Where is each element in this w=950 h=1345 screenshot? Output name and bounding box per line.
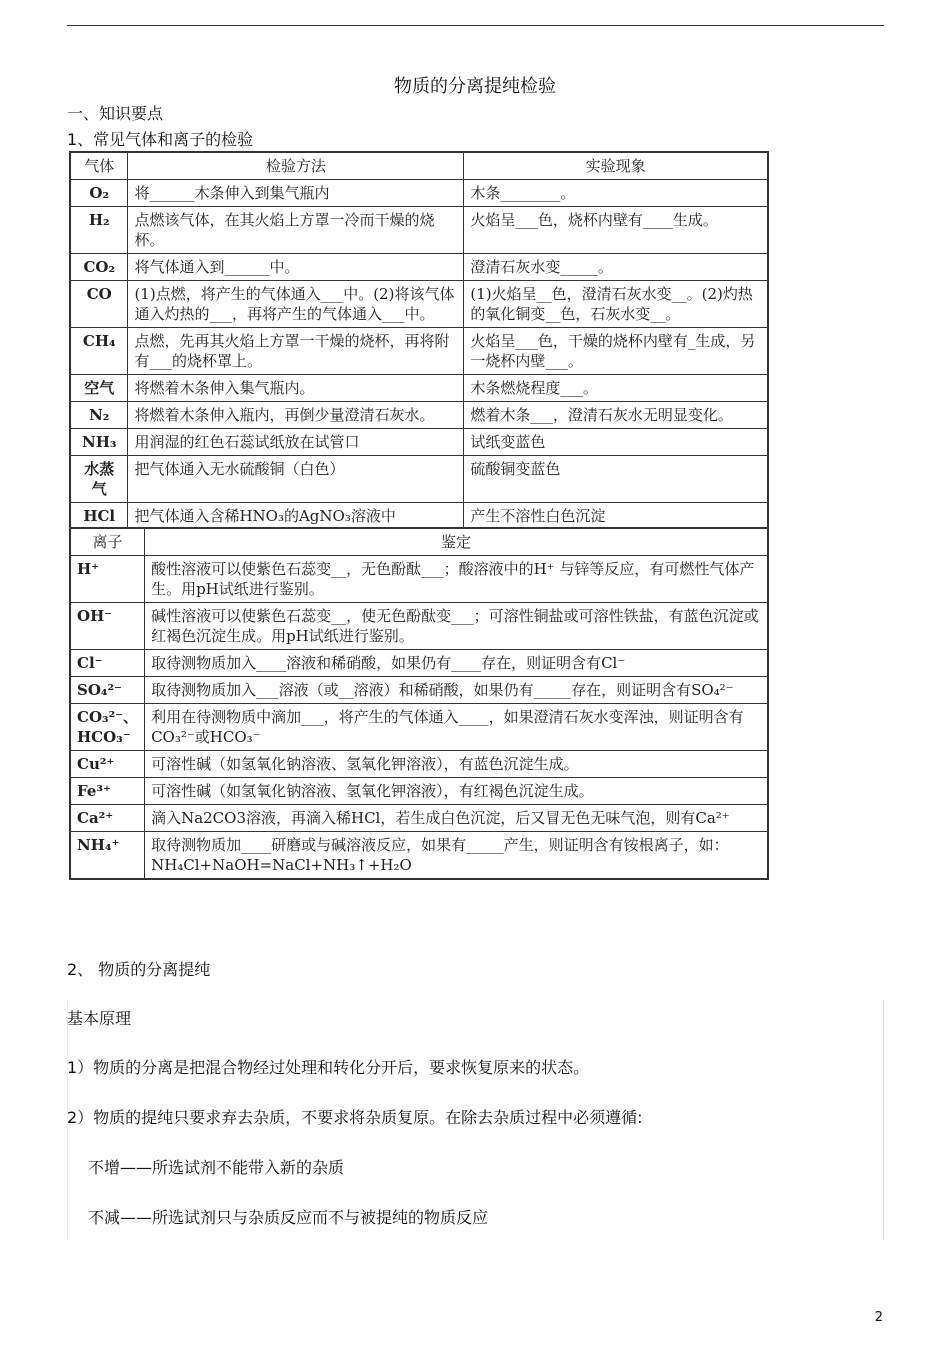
column-header: 离子	[70, 528, 145, 556]
box-right-rule	[883, 1000, 884, 1240]
ion-name-cell: NH₄⁺	[70, 832, 145, 880]
phenomenon-cell: 试纸变蓝色	[464, 429, 768, 456]
column-header: 实验现象	[464, 152, 768, 180]
table-row	[70, 207, 768, 254]
ion-name-cell: Cu²⁺	[70, 751, 145, 778]
ion-name-cell: SO₄²⁻	[70, 677, 145, 704]
page-title: 物质的分离提纯检验	[394, 76, 556, 97]
column-header: 气体	[70, 152, 128, 180]
table-header-row	[70, 152, 768, 180]
method-cell: 点燃，先再其火焰上方罩一干燥的烧杯，再将附有___的烧杯罩上。	[128, 328, 464, 375]
method-cell: (1)点燃，将产生的气体通入___中。(2)将该气体通入灼热的___，再将产生的气体通入___中。	[128, 281, 464, 328]
ion-name-cell: Cl⁻	[70, 650, 145, 677]
ion-test-table	[69, 527, 769, 880]
phenomenon-cell: (1)火焰呈__色，澄清石灰水变__。(2)灼热的氧化铜变__色，石灰水变__。	[464, 281, 768, 328]
paragraph: 1）物质的分离是把混合物经过处理和转化分开后，要求恢复原来的状态。	[67, 1058, 590, 1077]
method-cell: 将气体通入到______中。	[128, 254, 464, 281]
gas-name-cell: O₂	[70, 180, 128, 207]
identification-cell: 可溶性碱（如氢氧化钠溶液、氢氧化钾溶液），有蓝色沉淀生成。	[145, 751, 768, 778]
table-row	[70, 677, 768, 704]
method-cell: 将燃着木条伸入集气瓶内。	[128, 375, 464, 402]
table-row	[70, 375, 768, 402]
paragraph: 不增——所选试剂不能带入新的杂质	[88, 1158, 345, 1177]
gas-name-cell: H₂	[70, 207, 128, 254]
table-row	[70, 603, 768, 650]
phenomenon-cell: 木条________。	[464, 180, 768, 207]
identification-cell: 滴入Na2CO3溶液，再滴入稀HCl，若生成白色沉淀，后又冒无色无味气泡，则有Ca²⁺	[145, 805, 768, 832]
phenomenon-cell: 火焰呈___色，干燥的烧杯内壁有_生成，另一烧杯内壁___。	[464, 328, 768, 375]
ion-name-cell: H⁺	[70, 556, 145, 603]
section-heading: 2、 物质的分离提纯	[67, 960, 211, 979]
column-header: 鉴定	[145, 528, 768, 556]
gas-test-table	[69, 151, 769, 531]
phenomenon-cell: 硫酸铜变蓝色	[464, 456, 768, 503]
method-cell: 把气体通入含稀HNO₃的AgNO₃溶液中	[128, 503, 464, 531]
method-cell: 用润湿的红色石蕊试纸放在试管口	[128, 429, 464, 456]
table-row	[70, 456, 768, 503]
identification-cell: 利用在待测物质中滴加___，将产生的气体通入____，如果澄清石灰水变浑浊，则证明含有CO₃²⁻或HCO₃⁻	[145, 704, 768, 751]
table-row	[70, 704, 768, 751]
method-cell: 把气体通入无水硫酸铜（白色）	[128, 456, 464, 503]
gas-name-cell: NH₃	[70, 429, 128, 456]
column-header: 检验方法	[128, 152, 464, 180]
table-row	[70, 832, 768, 880]
table-row	[70, 429, 768, 456]
gas-name-cell: CH₄	[70, 328, 128, 375]
table-row	[70, 281, 768, 328]
table-header-row	[70, 528, 768, 556]
table-row	[70, 778, 768, 805]
ion-name-cell: CO₃²⁻、HCO₃⁻	[70, 704, 145, 751]
ion-name-cell: Ca²⁺	[70, 805, 145, 832]
phenomenon-cell: 燃着木条___，澄清石灰水无明显变化。	[464, 402, 768, 429]
ion-name-cell: Fe³⁺	[70, 778, 145, 805]
table-row	[70, 751, 768, 778]
identification-cell: 酸性溶液可以使紫色石蕊变__，无色酚酞___；酸溶液中的H⁺ 与锌等反应，有可燃性气体产生。用pH试纸进行鉴别。	[145, 556, 768, 603]
method-cell: 点燃该气体，在其火焰上方罩一冷而干燥的烧杯。	[128, 207, 464, 254]
phenomenon-cell: 火焰呈___色，烧杯内壁有____生成。	[464, 207, 768, 254]
method-cell: 将燃着木条伸入瓶内，再倒少量澄清石灰水。	[128, 402, 464, 429]
table-row	[70, 556, 768, 603]
phenomenon-cell: 产生不溶性白色沉淀	[464, 503, 768, 531]
ion-name-cell: OH⁻	[70, 603, 145, 650]
method-cell: 将______木条伸入到集气瓶内	[128, 180, 464, 207]
gas-name-cell: 水蒸气	[70, 456, 128, 503]
gas-name-cell: CO₂	[70, 254, 128, 281]
table-row	[70, 328, 768, 375]
identification-cell: 取待测物质加____研磨或与碱溶液反应，如果有_____产生，则证明含有铵根离子，如：NH₄Cl+NaOH=NaCl+NH₃↑+H₂O	[145, 832, 768, 880]
page-number: 2	[874, 1310, 883, 1325]
gas-name-cell: HCl	[70, 503, 128, 531]
table-row	[70, 805, 768, 832]
paragraph: 不减——所选试剂只与杂质反应而不与被提纯的物质反应	[88, 1208, 489, 1227]
identification-cell: 碱性溶液可以使紫色石蕊变__，使无色酚酞变___；可溶性铜盐或可溶性铁盐，有蓝色沉淀或红褐色沉淀生成。用pH试纸进行鉴别。	[145, 603, 768, 650]
table-row	[70, 650, 768, 677]
table-row	[70, 402, 768, 429]
identification-cell: 取待测物质加入____溶液和稀硝酸，如果仍有____存在，则证明含有Cl⁻	[145, 650, 768, 677]
section-heading: 一、知识要点	[67, 104, 164, 123]
phenomenon-cell: 澄清石灰水变_____。	[464, 254, 768, 281]
table-row	[70, 503, 768, 531]
gas-name-cell: N₂	[70, 402, 128, 429]
gas-name-cell: 空气	[70, 375, 128, 402]
gas-name-cell: CO	[70, 281, 128, 328]
table-row	[70, 254, 768, 281]
phenomenon-cell: 木条燃烧程度___。	[464, 375, 768, 402]
principle-title: 基本原理	[67, 1009, 132, 1028]
identification-cell: 取待测物质加入___溶液（或__溶液）和稀硝酸，如果仍有_____存在，则证明含有SO₄²⁻	[145, 677, 768, 704]
header-rule	[67, 25, 884, 26]
subsection-heading: 1、常见气体和离子的检验	[67, 130, 254, 149]
table-row	[70, 180, 768, 207]
identification-cell: 可溶性碱（如氢氧化钠溶液、氢氧化钾溶液），有红褐色沉淀生成。	[145, 778, 768, 805]
paragraph: 2）物质的提纯只要求弃去杂质，不要求将杂质复原。在除去杂质过程中必须遵循:	[67, 1108, 643, 1127]
